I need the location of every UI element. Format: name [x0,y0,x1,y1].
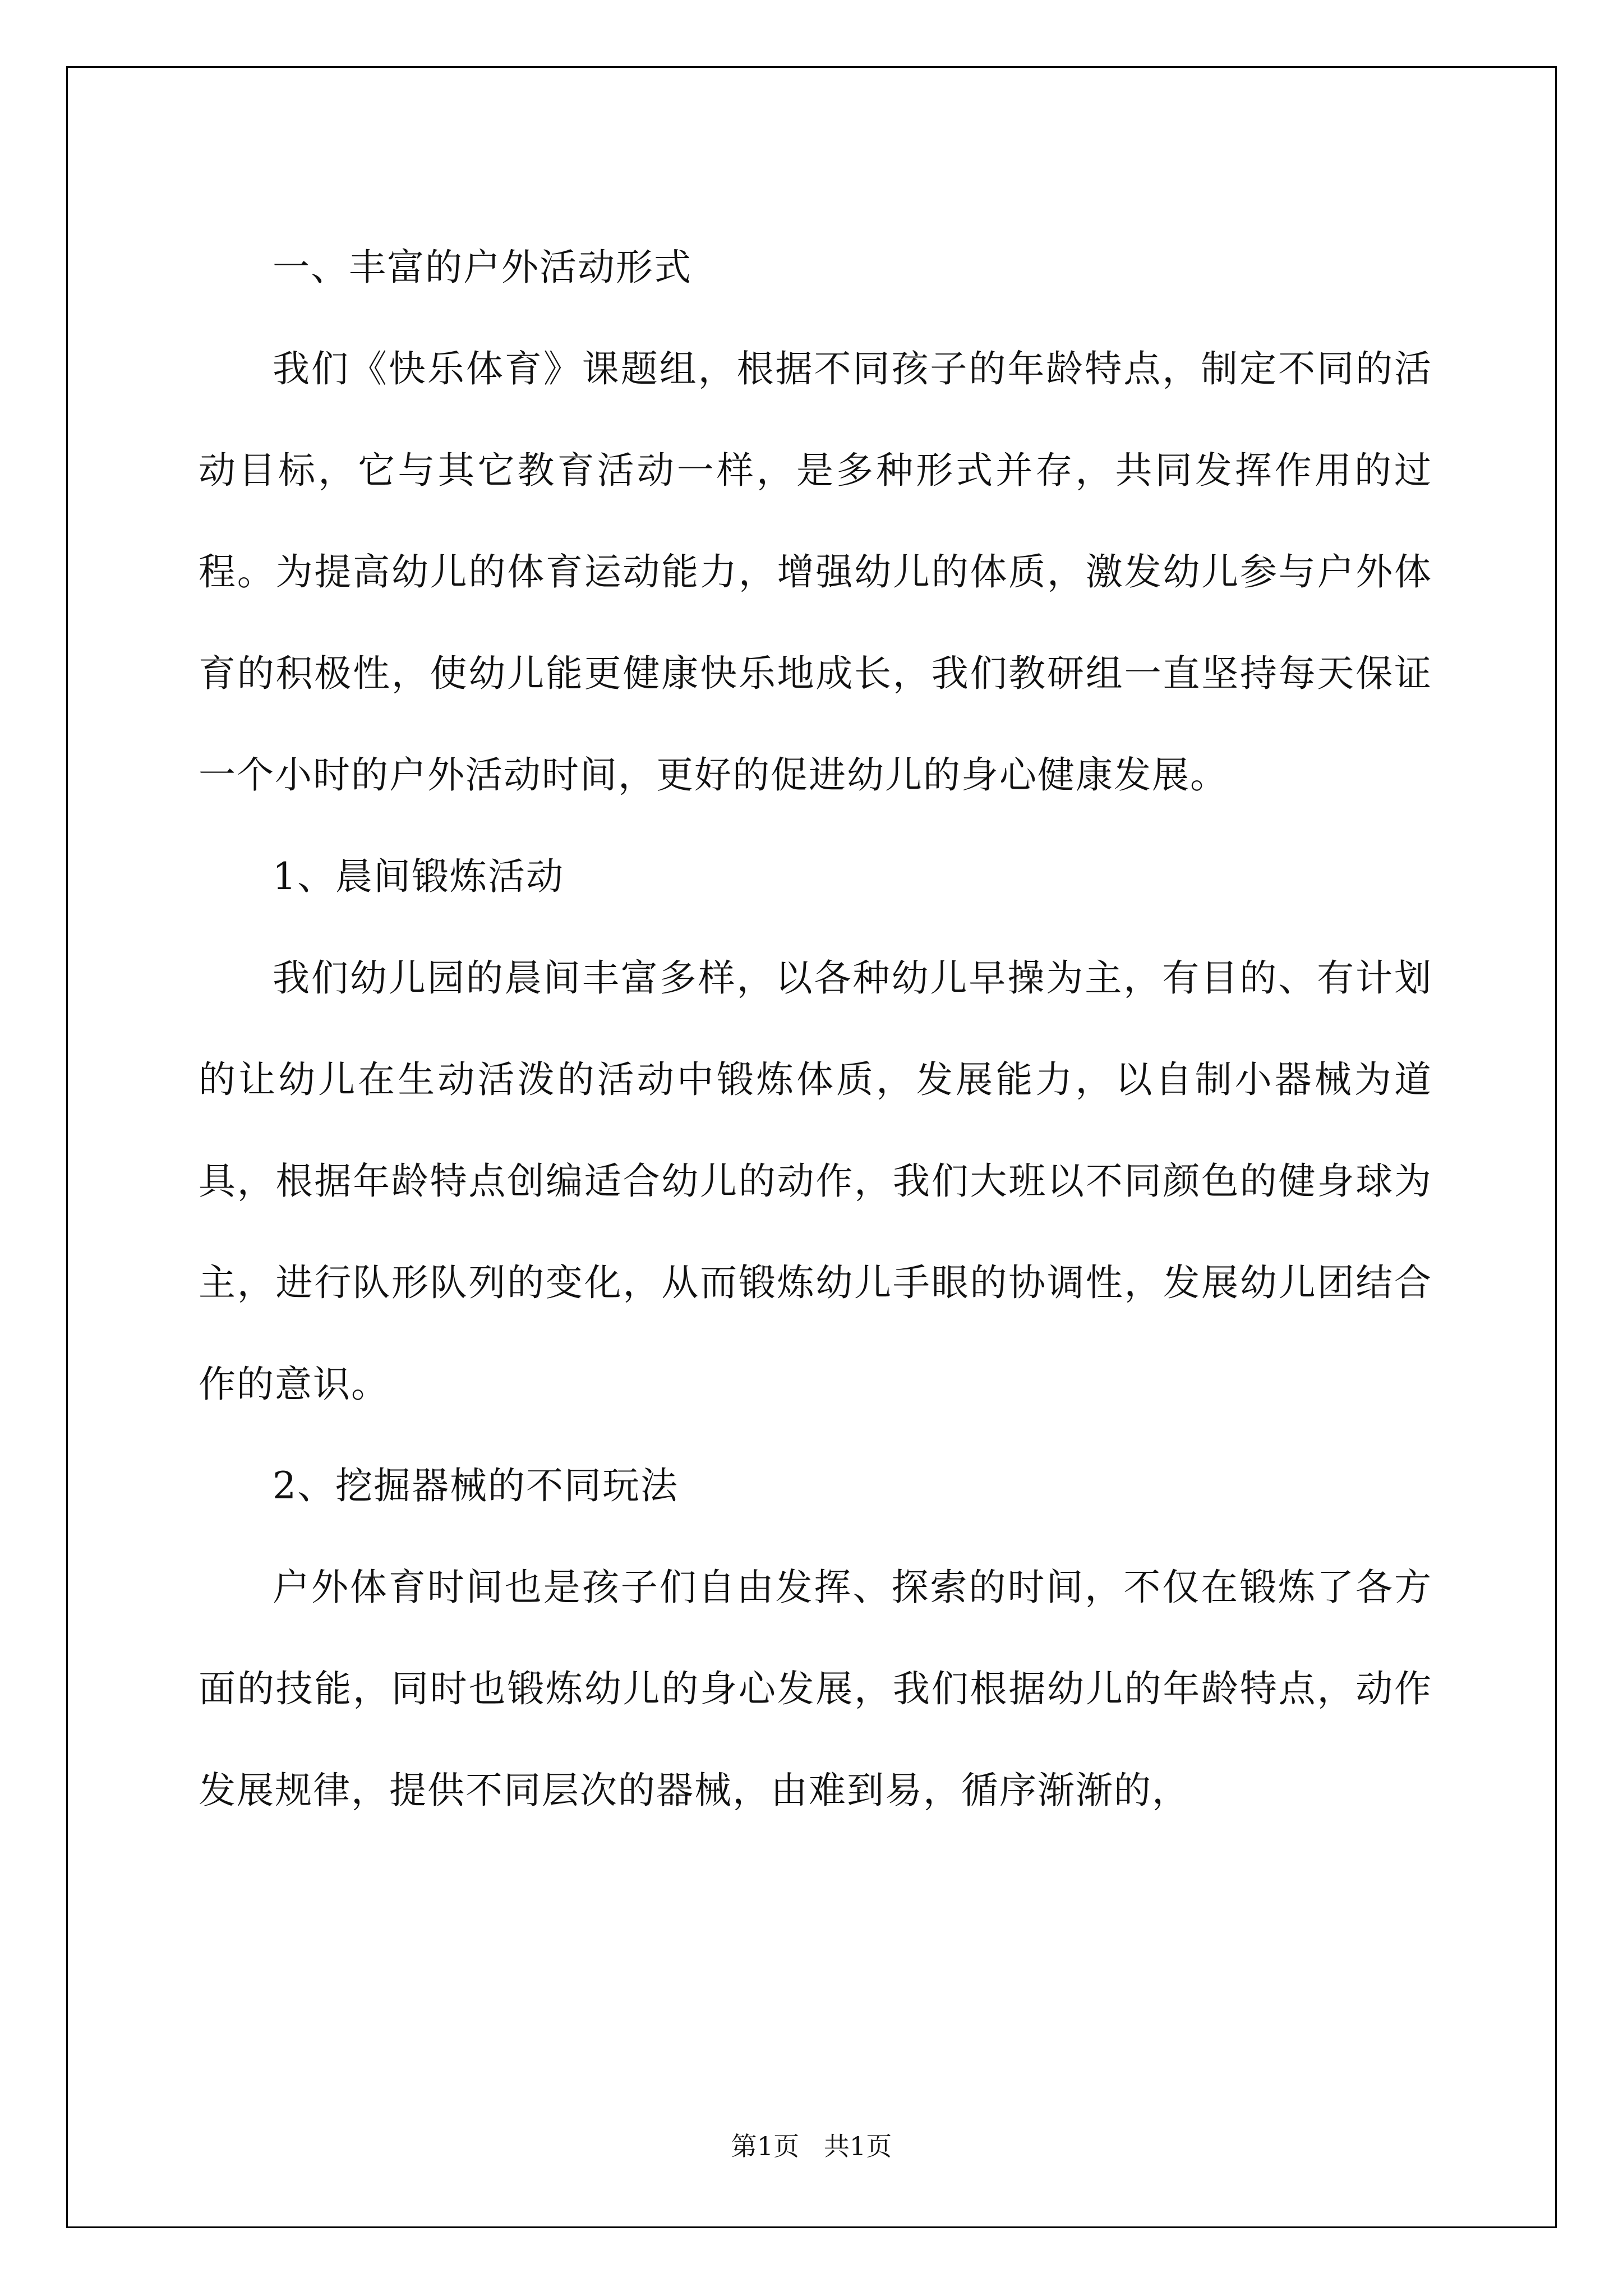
subsection-heading: 2、挖掘器械的不同玩法 [273,1464,679,1507]
document-body [199,217,1432,1841]
body-paragraph: 我们幼儿园的晨间丰富多样，以各种幼儿早操为主，有目的、有计划的让幼儿在生动活泼的活动中锻炼体质，发展能力，以自制小器械为道具，根据年龄特点创编适合幼儿的动作，我们大班以不同颜色的健身球为主，进行队形队列的变化，从而锻炼幼儿手眼的协调性，发展幼儿团结合作的意识。 [199,956,1432,1406]
page-footer: 第1页 共1页 [731,2131,892,2161]
body-paragraph: 我们《快乐体育》课题组，根据不同孩子的年龄特点，制定不同的活动目标，它与其它教育活动一样，是多种形式并存，共同发挥作用的过程。为提高幼儿的体育运动能力，增强幼儿的体质，激发幼儿参与户外体育的积极性，使幼儿能更健康快乐地成长，我们教研组一直坚持每天保证一个小时的户外活动时间，更好的促进幼儿的身心健康发展。 [199,347,1432,797]
subsection-heading: 1、晨间锻炼活动 [273,855,564,898]
body-paragraph: 户外体育时间也是孩子们自由发挥、探索的时间，不仅在锻炼了各方面的技能，同时也锻炼幼儿的身心发展，我们根据幼儿的年龄特点，动作发展规律，提供不同层次的器械，由难到易，循序渐渐的， [199,1566,1432,1812]
section-heading: 一、丰富的户外活动形式 [273,246,692,289]
